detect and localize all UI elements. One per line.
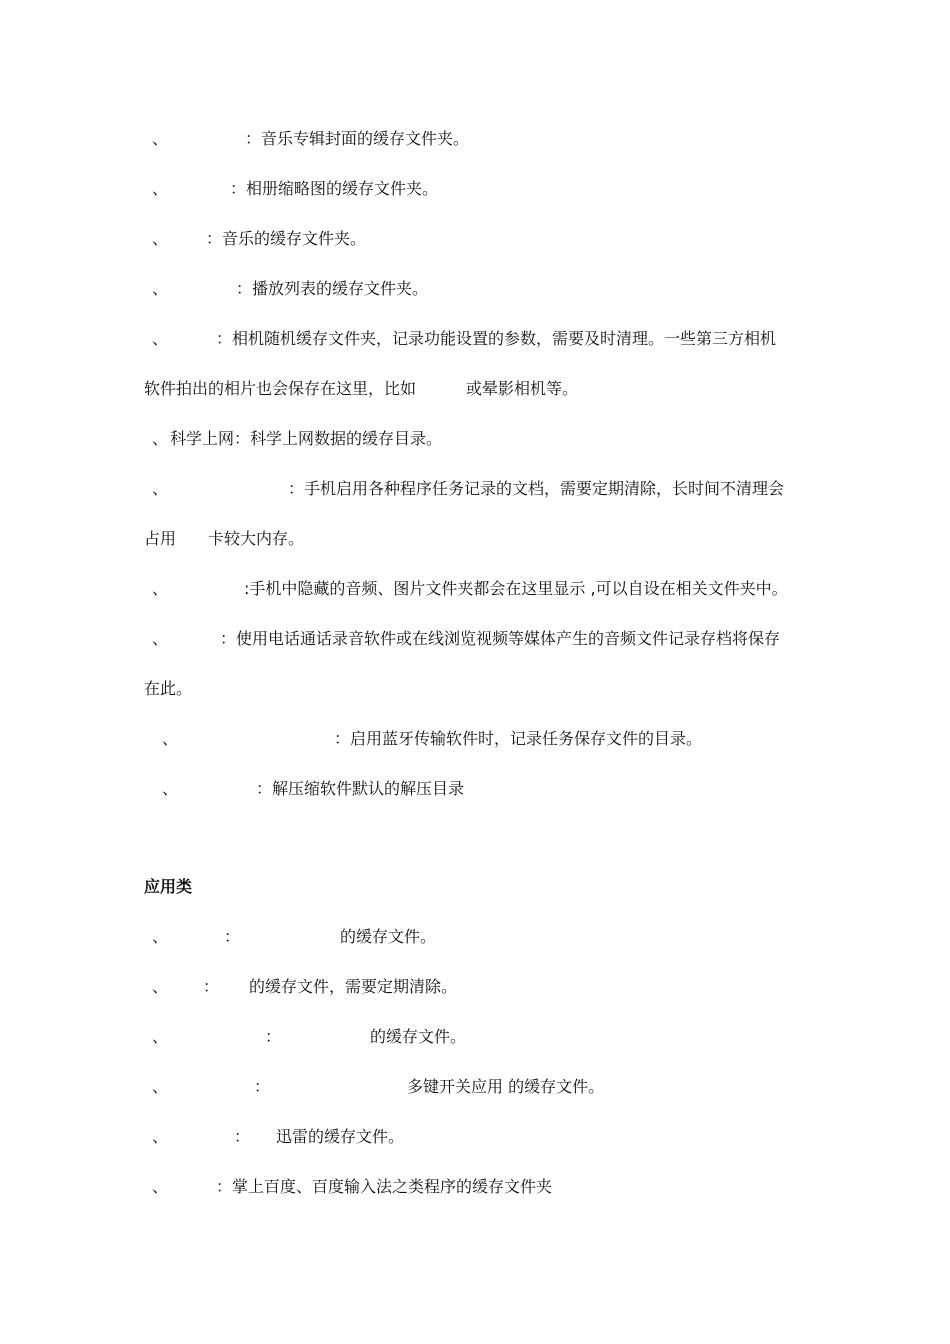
list-item-colon: ： — [203, 977, 220, 996]
list-item-text: 的缓存文件。 — [340, 927, 437, 946]
list-item-mark: 、 — [152, 1127, 169, 1146]
list-item-mark: 、 — [162, 779, 179, 798]
list-item-text: ：启用蓝牙传输软件时，记录任务保存文件的目录。 — [334, 729, 703, 748]
list-item-continuation: 软件拍出的相片也会保存在这里，比如 — [144, 379, 417, 398]
list-item-mark: 、 — [152, 1077, 169, 1096]
list-item-text: 迅雷的缓存文件。 — [276, 1127, 405, 1146]
list-item-continuation: 卡较大内存。 — [208, 529, 305, 548]
list-item-mark: 、 — [152, 579, 169, 598]
list-item-text: ：解压缩软件默认的解压目录 — [256, 779, 465, 798]
list-item-mark: 、 — [152, 1027, 169, 1046]
list-item-continuation: 占用 — [144, 529, 177, 548]
list-item-mark: 、 — [152, 279, 169, 298]
list-item-continuation: 或晕影相机等。 — [466, 379, 579, 398]
list-item-continuation: 在此。 — [144, 679, 193, 698]
list-item-mark: 、 — [152, 927, 169, 946]
list-item-text: ：音乐专辑封面的缓存文件夹。 — [245, 129, 470, 148]
list-item-mark: 、 — [152, 229, 169, 248]
list-item-text: ：使用电话通话录音软件或在线浏览视频等媒体产生的音频文件记录存档将保存 — [220, 629, 781, 648]
list-item-mark: 、 — [152, 629, 169, 648]
list-item-text: 科学上网：科学上网数据的缓存目录。 — [170, 429, 443, 448]
list-item-mark: 、 — [152, 977, 169, 996]
list-item-text: 的缓存文件，需要定期清除。 — [249, 977, 458, 996]
section-heading: 应用类 — [144, 877, 193, 896]
list-item-mark: 、 — [152, 179, 169, 198]
list-item-text: :手机中隐藏的音频、图片文件夹都会在这里显示 ,可以自设在相关文件夹中。 — [244, 579, 788, 598]
list-item-mark: 、 — [152, 129, 169, 148]
list-item-text: 的缓存文件。 — [370, 1027, 467, 1046]
list-item-text: 多键开关应用 的缓存文件。 — [407, 1077, 605, 1096]
list-item-text: ：手机启用各种程序任务记录的文档，需要定期清除，长时间不清理会 — [288, 479, 785, 498]
list-item-mark: 、 — [152, 1177, 169, 1196]
list-item-mark: 、 — [152, 479, 169, 498]
list-item-text: ：音乐的缓存文件夹。 — [206, 229, 367, 248]
list-item-text: ：播放列表的缓存文件夹。 — [236, 279, 429, 298]
list-item-text: ：掌上百度、百度输入法之类程序的缓存文件夹 — [216, 1177, 553, 1196]
list-item-colon: ： — [234, 1127, 251, 1146]
list-item-text: ：相册缩略图的缓存文件夹。 — [230, 179, 439, 198]
list-item-mark: 、 — [152, 429, 169, 448]
list-item-mark: 、 — [152, 329, 169, 348]
list-item-text: ：相机随机缓存文件夹，记录功能设置的参数，需要及时清理。一些第三方相机 — [216, 329, 777, 348]
list-item-colon: ： — [224, 927, 241, 946]
list-item-colon: ： — [254, 1077, 271, 1096]
list-item-mark: 、 — [162, 729, 179, 748]
list-item-colon: ： — [265, 1027, 282, 1046]
